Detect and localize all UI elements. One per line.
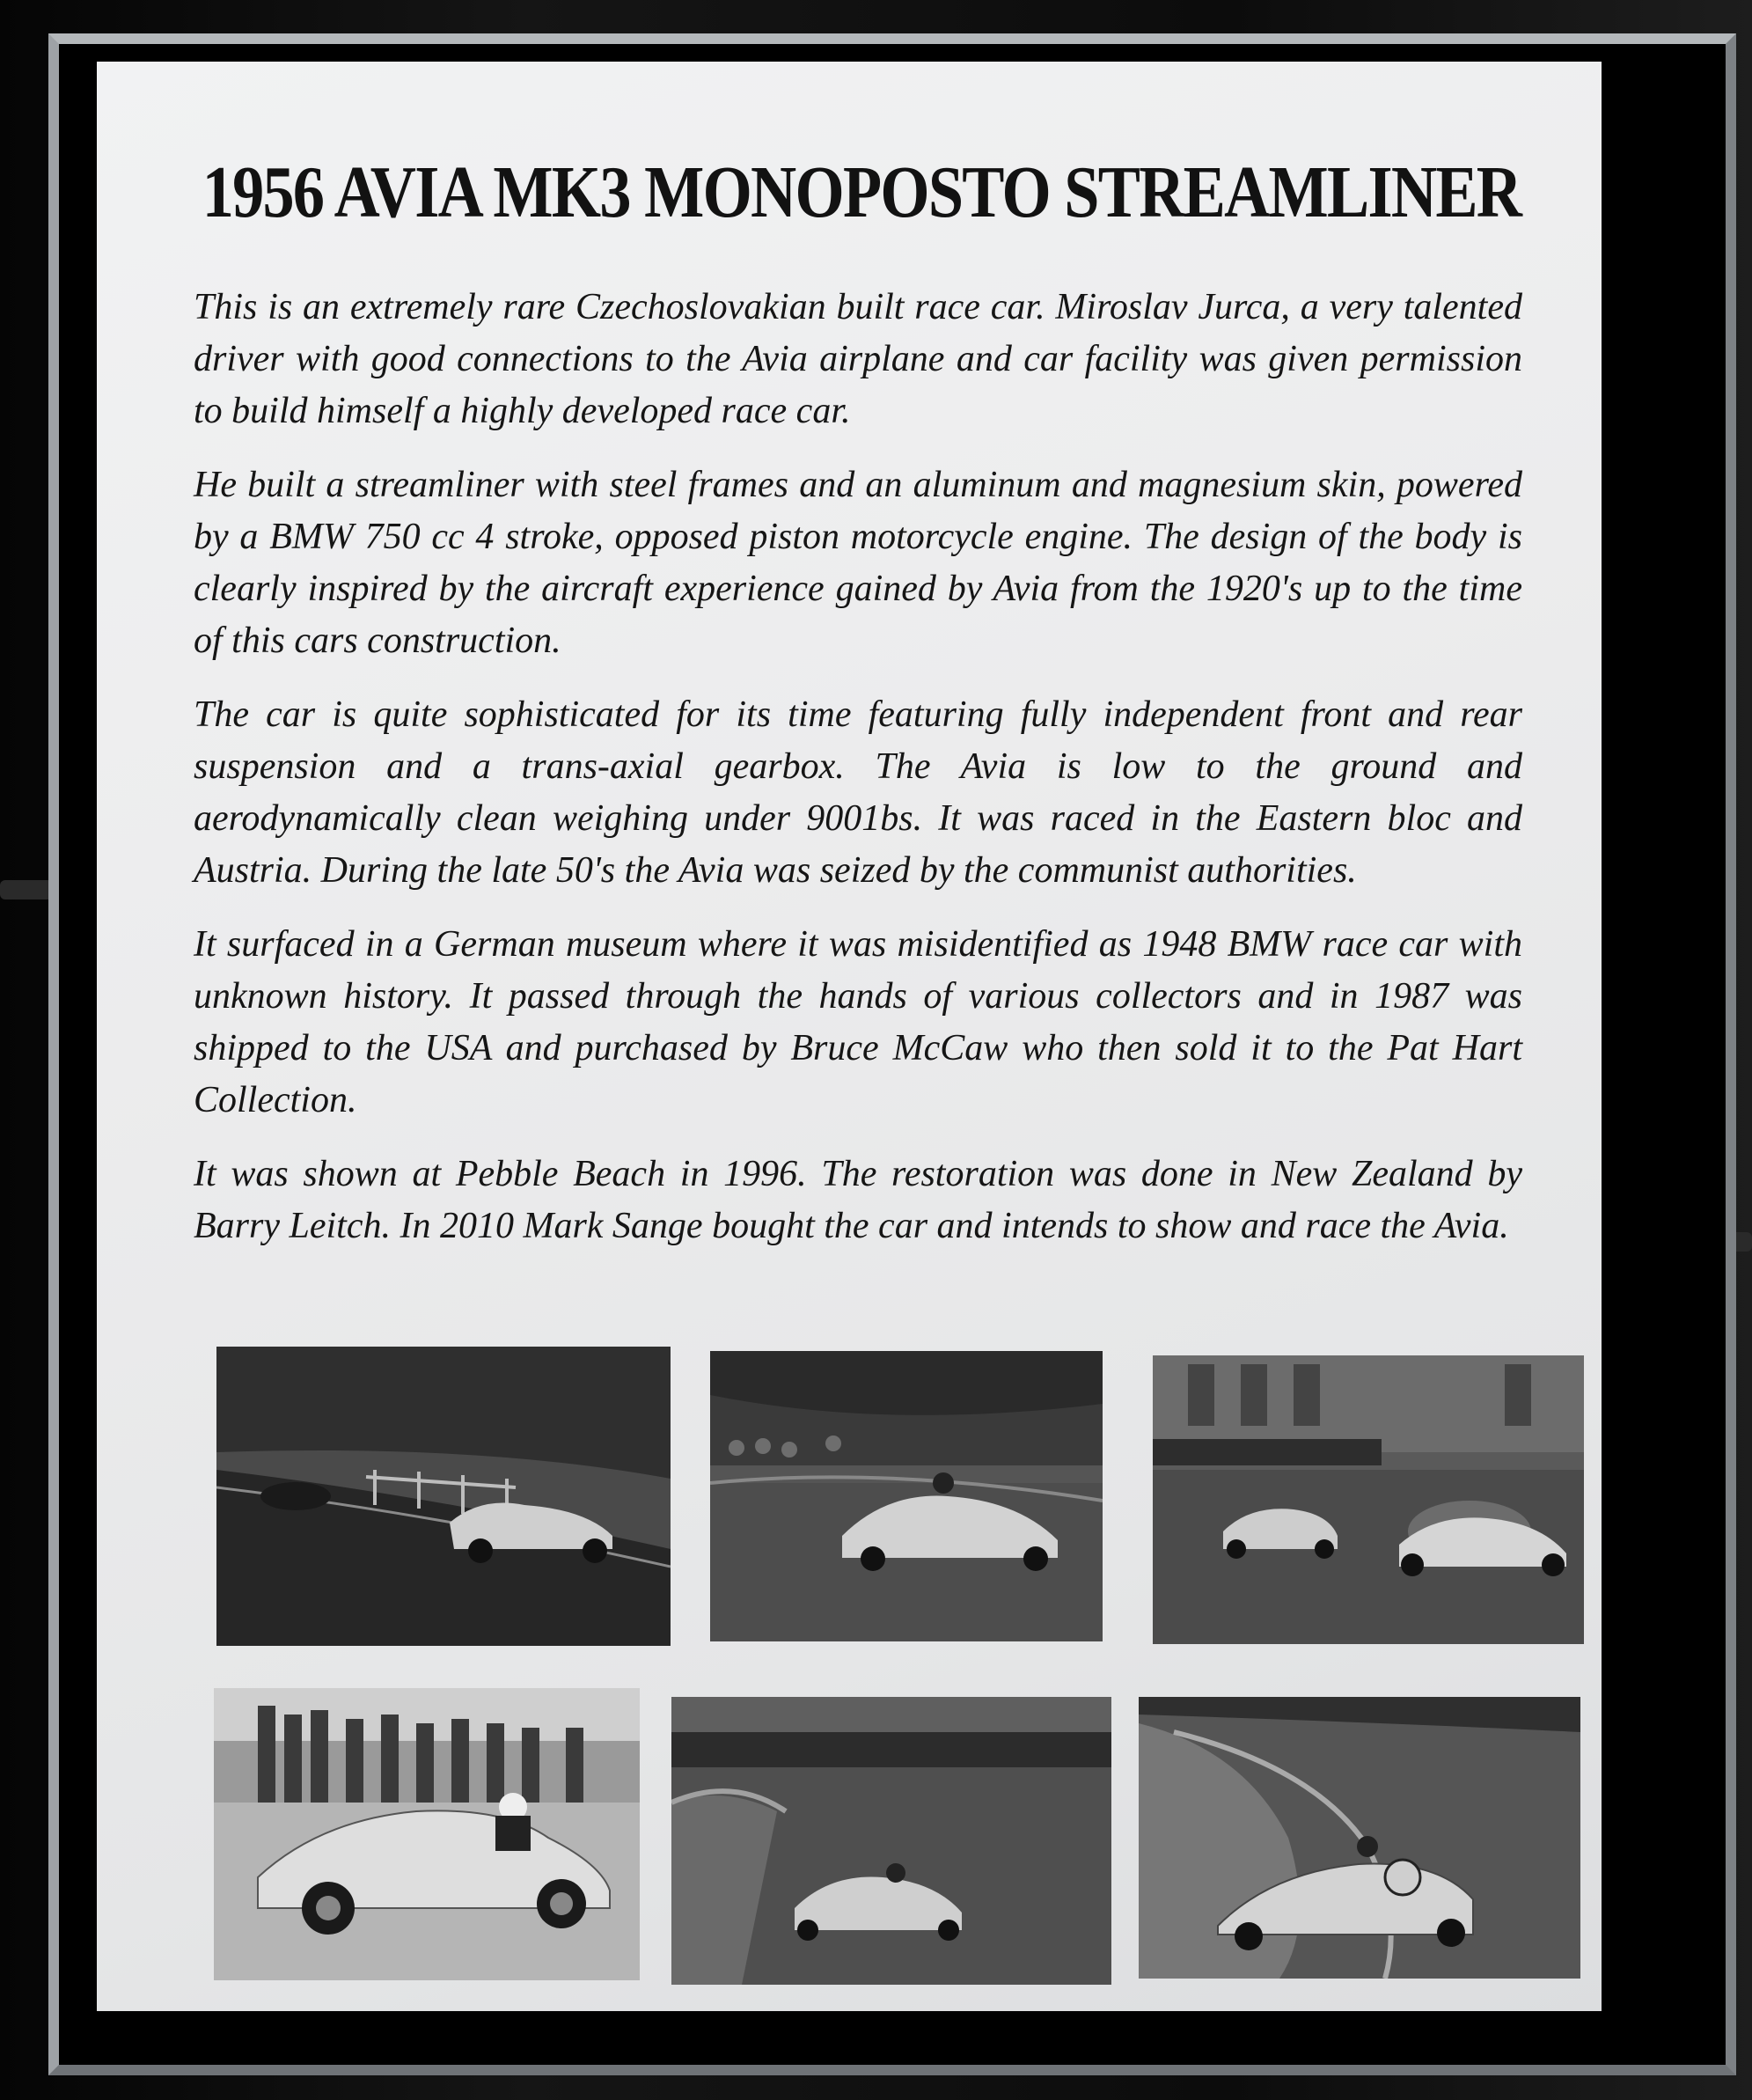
paragraph: This is an extremely rare Czechoslovakian built race car. Miroslav Jurca, a very talented driver with good connections to the Avia airplane and car facility was given permission to build himself a highly developed race car. — [194, 287, 1522, 431]
race-photo — [214, 1688, 640, 1980]
paragraph: The car is quite sophisticated for its time featuring fully independent front and rear suspension and a trans-axial gearbox. The Avia is low to the ground and aerodynamically clean weighing under 9001bs. It was raced in the Eastern bloc and Austria. During the late 50's the Avia was seized by the communist authorities. — [194, 694, 1522, 891]
paragraph: He built a streamliner with steel frames and an aluminum and magnesium skin, powered by a BMW 750 cc 4 stroke, opposed piston motorcycle engine. The design of the body is clearly inspired by the aircraft experience gained by Avia from the 1920's up to the time of this cars construction. — [194, 465, 1522, 661]
info-panel — [97, 62, 1602, 2011]
race-photo — [710, 1351, 1103, 1641]
race-photo — [1153, 1355, 1584, 1644]
paragraph: It surfaced in a German museum where it was misidentified as 1948 BMW race car with unknown history. It passed through the hands of various collectors and in 1987 was shipped to the USA and purchased by Bruce McCaw who then sold it to the Pat Hart Collection. — [194, 924, 1522, 1120]
sign-title: 1956 AVIA MK3 MONOPOSTO STREAMLINER — [202, 151, 1521, 233]
description — [194, 282, 1522, 1274]
race-photo — [216, 1347, 671, 1646]
background-railing — [0, 880, 53, 899]
race-photo — [671, 1697, 1111, 1985]
race-photo — [1139, 1697, 1580, 1979]
paragraph: It was shown at Pebble Beach in 1996. The restoration was done in New Zealand by Barry Leitch. In 2010 Mark Sange bought the car and intends to show and race the Avia. — [194, 1154, 1522, 1246]
